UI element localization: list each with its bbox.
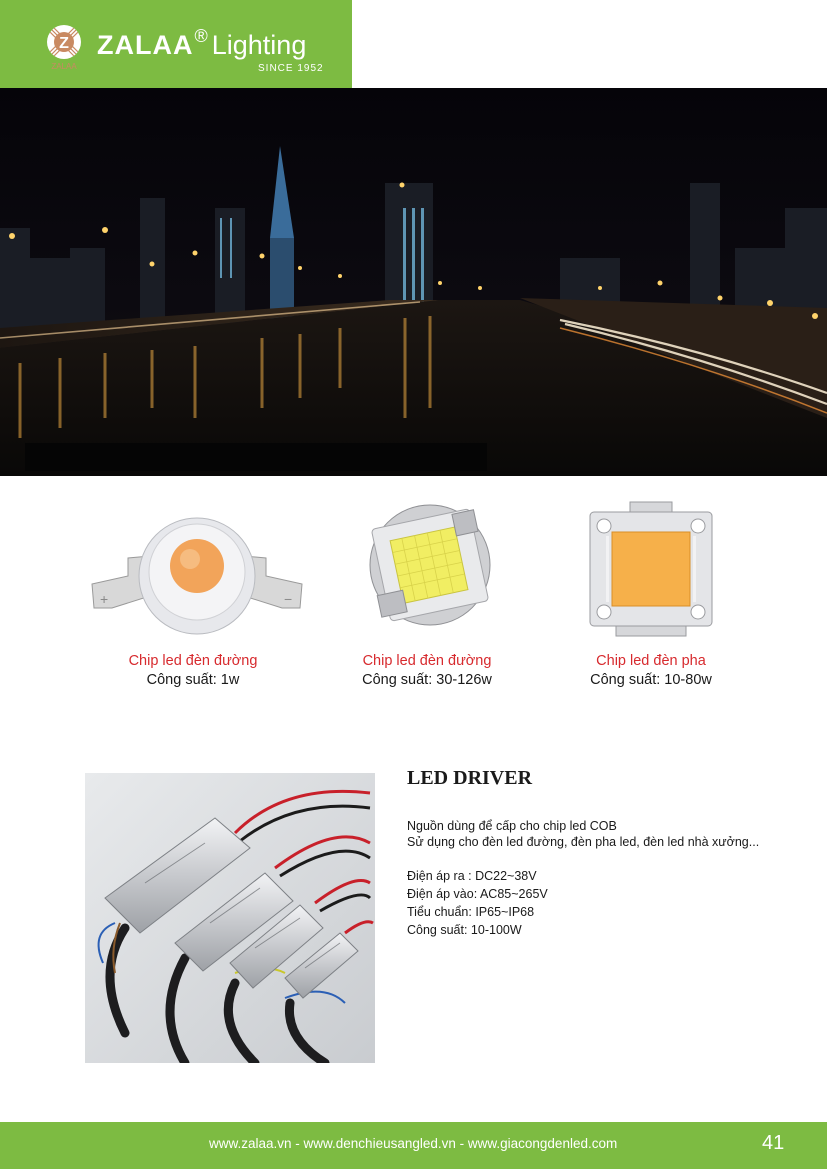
chip-name: Chip led đèn pha	[596, 653, 706, 669]
zalaa-logo-icon	[38, 20, 90, 72]
driver-spec-power: Công suất: 10-100W	[407, 923, 522, 937]
night-city-river-photo	[0, 88, 827, 476]
1w-led-chip-icon	[88, 512, 306, 636]
chip-power: Công suất: 30-126w	[362, 672, 492, 688]
chip-name: Chip led đèn đường	[128, 653, 258, 669]
led-driver-photo-icon	[85, 773, 375, 1063]
driver-spec-input-voltage: Điện áp vào: AC85~265V	[407, 887, 548, 901]
cob-led-chip-warm-icon	[586, 500, 716, 640]
chip-power: Công suất: 10-80w	[590, 672, 712, 688]
driver-desc-2: Sử dụng cho đèn led đường, đèn pha led, đèn led nhà xưởng...	[407, 835, 760, 849]
svg-text:−: −	[284, 591, 293, 607]
svg-text:ZALAA: ZALAA	[51, 62, 77, 71]
svg-text:Z: Z	[59, 35, 69, 52]
cob-led-chip-white-icon	[366, 500, 494, 630]
page-number: 41	[762, 1132, 785, 1154]
header-band	[0, 0, 352, 88]
driver-spec-output-voltage: Điện áp ra : DC22~38V	[407, 869, 537, 883]
chip-power: Công suất: 1w	[146, 672, 240, 688]
driver-spec-standard: Tiểu chuẩn: IP65~IP68	[407, 905, 535, 919]
chip-caption-1	[73, 652, 313, 690]
footer-website-links[interactable]: www.zalaa.vn - www.denchieusangled.vn - www.giacongdenled.com	[209, 1136, 618, 1151]
svg-text:+: +	[100, 591, 109, 607]
chip-caption-2	[307, 652, 547, 690]
chip-name: Chip led đèn đường	[362, 653, 492, 669]
driver-desc-1: Nguồn dùng để cấp cho chip led COB	[407, 819, 617, 833]
brand-name: ZALAA® Lighting	[97, 26, 307, 60]
driver-title: LED DRIVER	[407, 767, 533, 789]
chip-caption-3	[531, 652, 771, 690]
since-label: SINCE 1952	[258, 63, 324, 74]
footer-band	[0, 1122, 827, 1169]
